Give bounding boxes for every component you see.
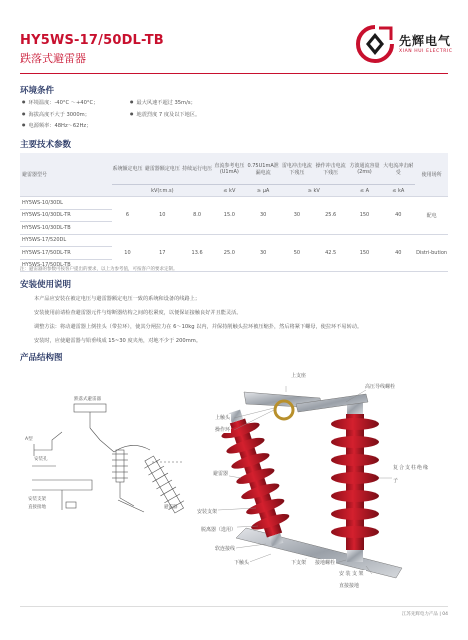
label-lower-bracket: 下支架 xyxy=(291,560,307,566)
label-ground-nut: 接地螺栓 xyxy=(315,560,336,566)
spec-table xyxy=(20,153,448,272)
drawing-label: 避雷器 xyxy=(164,505,178,510)
header-cell: 大电流冲击耐受 xyxy=(381,153,415,185)
technical-drawing xyxy=(22,380,212,540)
section-structure-heading: 产品结构图 xyxy=(20,353,63,363)
usage-line: 本产品应安装在被定电压与避雷器额定电压一致的系统和设备的线路上； xyxy=(34,296,201,302)
value-cell: 17 xyxy=(143,234,182,272)
usage-line: 调整方法：将动避雷器上倒挂头（带拉环），使其分闸拉力在 6～10kg 以内，并保持削触头拉环被压缩扑，然后将紧下螺母，使拉环不易转动。 xyxy=(34,324,363,330)
model-cell: HY5WS-17/520DL xyxy=(20,234,112,247)
value-cell: 42.5 xyxy=(314,234,348,272)
composite-insulator xyxy=(331,400,379,562)
label-composite-insulator: 复合支柱绝缘子 xyxy=(392,462,434,488)
place-cell: Distri-bution xyxy=(415,234,448,272)
product-name: 跌落式避雷器 xyxy=(20,52,86,65)
value-cell: 30 xyxy=(246,197,280,235)
label-arrester-body: 避雷器 xyxy=(213,471,229,477)
product-model-title: HY5WS-17/50DL-TB xyxy=(20,33,164,48)
spec-note: 注：避雷器的参数可按客户提出的要求，以上为参考值，可按客户的要求定制。 xyxy=(20,267,178,272)
value-cell: 30 xyxy=(246,234,280,272)
company-logo xyxy=(355,22,453,70)
drawing-label: 跌落式避雷器 xyxy=(74,397,101,402)
condition-item: ● 海拔高度不大于 3000m； xyxy=(22,111,90,118)
usage-line: 安装使用前请检查避雷器元件与熔断器结构之间的松紧度，以便保证接触良好并且能灵活。 xyxy=(34,310,242,316)
label-upper-contact: 上触头 xyxy=(215,415,231,421)
section-usage-heading: 安装使用说明 xyxy=(20,280,72,290)
label-top-bracket: 上支座 xyxy=(291,373,307,379)
footer-text: 江苏先辉电力产品 | 04 xyxy=(401,612,448,617)
value-cell: 8.0 xyxy=(182,197,213,235)
value-cell: 10 xyxy=(112,234,143,272)
model-cell: HY5WS-10/30DL xyxy=(20,197,112,210)
value-cell: 150 xyxy=(348,234,382,272)
unit-cell: ≤ A xyxy=(348,185,382,197)
footer-divider xyxy=(20,606,448,607)
unit-cell: kV(r.m.s) xyxy=(112,185,212,197)
header-cell: 避雷器额定电压 xyxy=(143,153,182,185)
model-cell: HY5WS-17/50DL-TR xyxy=(20,247,112,260)
drawing-label: A型 xyxy=(25,437,33,442)
model-cell: HY5WS-17/50DL-TB xyxy=(20,259,112,272)
label-mount-bracket: 安装支架 xyxy=(339,571,366,577)
label-soft-wire: 软连接线 xyxy=(215,546,236,552)
value-cell: 6 xyxy=(112,197,143,235)
header-model: 避雷器型号 xyxy=(20,153,112,197)
header-cell: 直流参考电压 (U1mA) xyxy=(212,153,246,185)
label-direct-ground: 直接接地 xyxy=(339,583,360,589)
logo-en-text: XIAN HUI ELECTRIC xyxy=(399,49,453,54)
value-cell: 25.0 xyxy=(212,234,246,272)
value-cell: 30 xyxy=(280,197,314,235)
label-install-bracket: 安装支架 xyxy=(197,509,218,515)
label-operating-ring: 操作环 xyxy=(215,427,231,433)
value-cell: 10 xyxy=(143,197,182,235)
drawing-label: 直接接地 xyxy=(28,505,46,510)
label-disconnector: 脱离器（选用） xyxy=(201,527,237,533)
value-cell: 15.0 xyxy=(212,197,246,235)
drawing-label: 安装支架 xyxy=(28,497,46,502)
label-high-voltage-bolt: 高压导线螺栓 xyxy=(365,384,396,390)
model-cell: HY5WS-10/30DL-TR xyxy=(20,209,112,222)
model-cell: HY5WS-10/30DL-TB xyxy=(20,222,112,235)
header-cell: 使用场所 xyxy=(415,153,448,197)
drawing-label: 安装孔 xyxy=(34,457,48,462)
header-cell: 方波通流容量 (2ms) xyxy=(348,153,382,185)
section-conditions-heading: 环境条件 xyxy=(20,86,55,96)
header-cell: 系统额定电压 xyxy=(112,153,143,185)
value-cell: 150 xyxy=(348,197,382,235)
value-cell: 13.6 xyxy=(182,234,213,272)
condition-item: ● 电源频率：48Hz～62Hz； xyxy=(22,122,91,129)
header-cell: 雷电冲击电流下残压 xyxy=(280,153,314,185)
logo-mark-icon xyxy=(355,24,395,64)
usage-line: 安装时，应使避雷器与铅垂线成 15~30 度夹角，对地不少于 200mm。 xyxy=(34,338,202,344)
condition-item: ● 环境温度：-40°C ～+40°C； xyxy=(22,99,98,106)
value-cell: 25.6 xyxy=(314,197,348,235)
header-cell: 持续运行电压 xyxy=(182,153,213,185)
place-cell: 配电 xyxy=(415,197,448,235)
unit-cell: ≥ kV xyxy=(280,185,348,197)
header-divider xyxy=(20,73,448,74)
condition-item: ● 地震烈度 7 度及以下地区。 xyxy=(130,111,200,118)
header-cell: 0.75U1mA泄漏电流 xyxy=(246,153,280,185)
unit-cell: ≥ μA xyxy=(246,185,280,197)
unit-cell: ≤ kA xyxy=(381,185,415,197)
unit-cell: ≤ kV xyxy=(212,185,246,197)
value-cell: 40 xyxy=(381,197,415,235)
value-cell: 40 xyxy=(381,234,415,272)
value-cell: 50 xyxy=(280,234,314,272)
logo-cn-text: 先辉电气 xyxy=(399,34,452,48)
label-lower-contact: 下触头 xyxy=(234,560,250,566)
condition-item: ● 最大风速不超过 35m/s； xyxy=(130,99,196,106)
section-spec-heading: 主要技术参数 xyxy=(20,140,72,150)
header-cell: 操作冲击电流下残压 xyxy=(314,153,348,185)
